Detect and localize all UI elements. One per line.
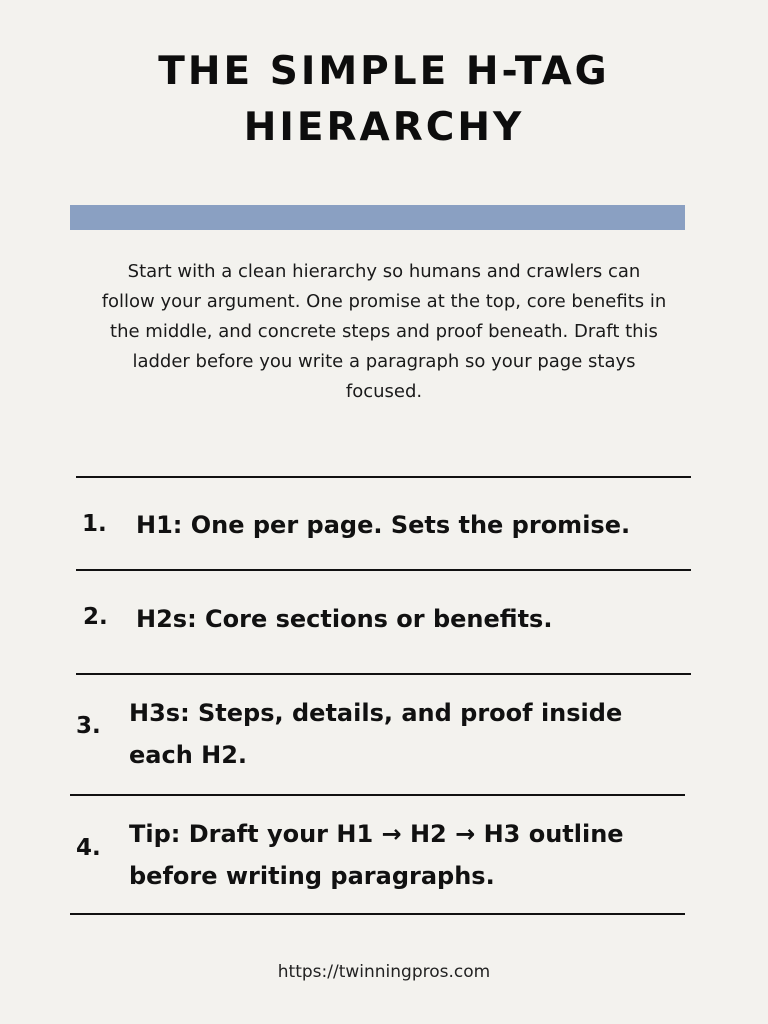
page-title: THE SIMPLE H-TAG HIERARCHY — [158, 49, 610, 150]
item-number: 1. — [82, 511, 107, 537]
divider-line — [76, 673, 691, 675]
list-item-text: H1: One per page. Sets the promise. — [136, 511, 631, 539]
intro-paragraph: Start with a clean hierarchy so humans and crawlers can follow your argument. One promise at the top, core benefits in the middle, and concrete steps and proof beneath. Draft this ladder before you write a paragraph so your page stays focused. — [101, 261, 667, 402]
divider-line — [70, 794, 685, 796]
list-item-text: H3s: Steps, details, and proof inside each H2. — [129, 699, 623, 769]
divider-line — [70, 913, 685, 915]
divider-line — [76, 569, 691, 571]
item-number: 3. — [76, 713, 101, 739]
list-item-text: Tip: Draft your H1 → H2 → H3 outline before writing paragraphs. — [129, 820, 624, 890]
item-number: 2. — [83, 604, 108, 630]
list-item-text: H2s: Core sections or benefits. — [136, 605, 553, 633]
divider-line — [76, 476, 691, 478]
footer-url[interactable]: https://twinningpros.com — [277, 962, 491, 982]
item-number: 4. — [76, 835, 101, 861]
accent-divider-bar — [70, 205, 685, 230]
